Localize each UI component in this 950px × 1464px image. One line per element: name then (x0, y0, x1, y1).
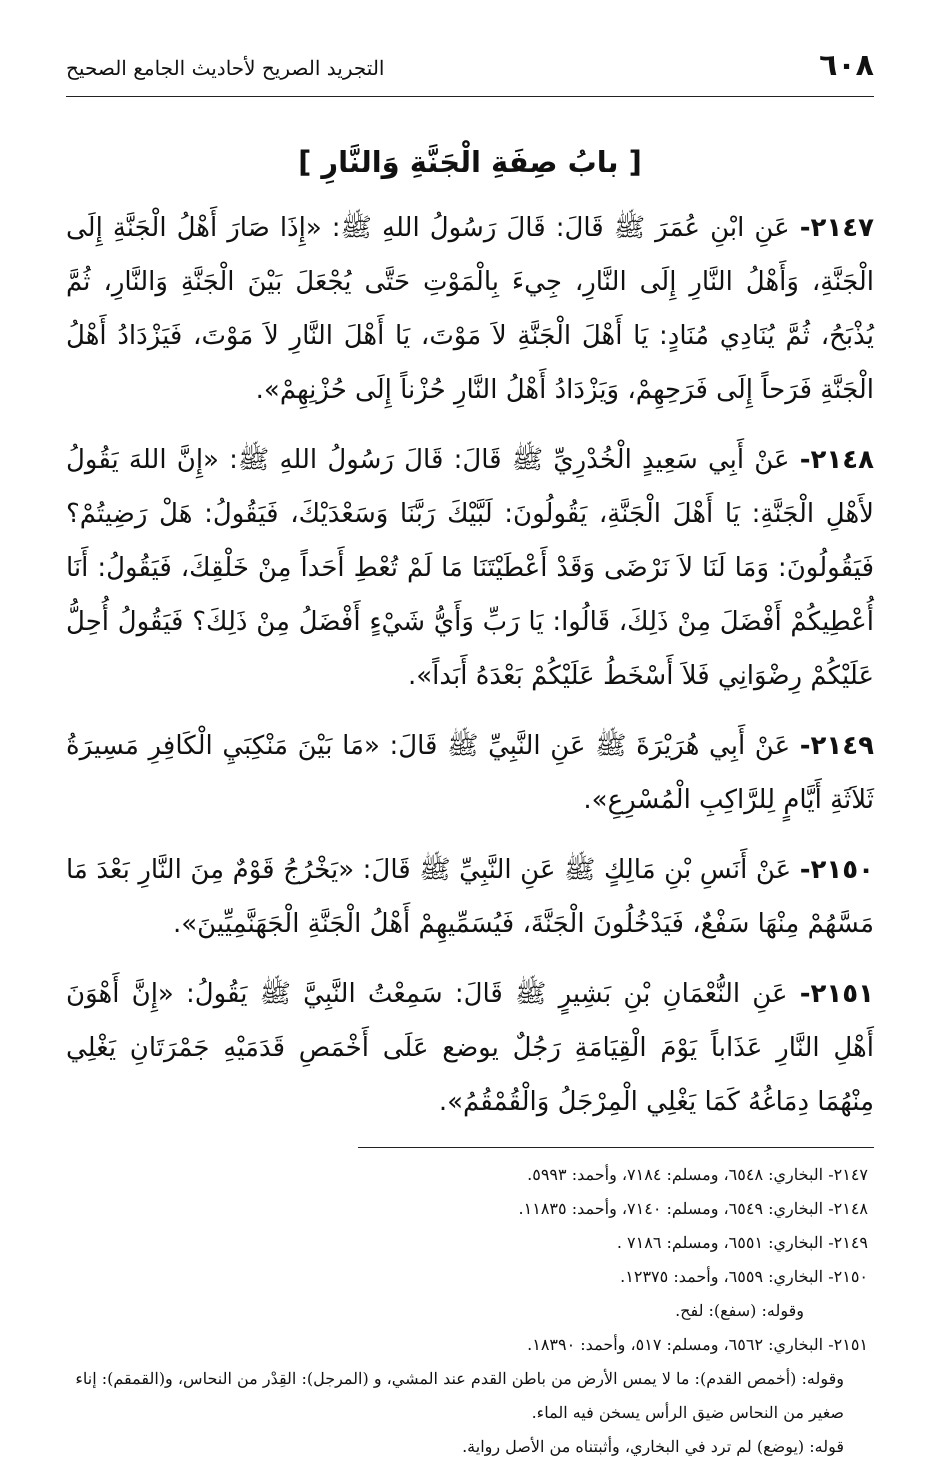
hadith-text: عَنْ أَنَسِ بْنِ مَالِكٍ ﷺ عَنِ النَّبِيِّ ﷺ قَالَ: «يَخْرُجُ قَوْمٌ مِنَ النَّارِ بَعْدَ مَا مَسَّهُمْ مِنْهَا سَفْعٌ، فَيَدْخُلُونَ الْجَنَّةَ، فَيُسَمِّيهِمْ أَهْلُ الْجَنَّةِ الْجَهَنَّمِيِّينَ». (66, 855, 874, 939)
book-page (66, 40, 874, 1464)
footnotes (66, 1147, 874, 1464)
hadith-2147 (66, 201, 874, 417)
footnote-ref: ٢١٥٠- البخاري: ٦٥٥٩، وأحمد: ١٢٣٧٥. (620, 1267, 868, 1286)
hadith-number: ٢١٥٠- (799, 855, 875, 885)
hadith-number: ٢١٤٩- (799, 731, 875, 761)
footnote-ref: ٢١٥١- البخاري: ٦٥٦٢، ومسلم: ٥١٧، وأحمد: ١٨٣٩٠. (527, 1335, 868, 1354)
chapter-title: [ بابُ صِفَةِ الْجَنَّةِ وَالنَّارِ ] (298, 145, 642, 179)
hadith-text: عَنِ ابْنِ عُمَرَ ﷺ قَالَ: قَالَ رَسُولُ اللهِ ﷺ: «إِذَا صَارَ أَهْلُ الْجَنَّةِ إِلَى الْجَنَّةِ، وَأَهْلُ النَّارِ إِلَى النَّارِ، جِيءَ بِالْمَوْتِ حَتَّى يُجْعَلَ بَيْنَ الْجَنَّةِ وَالنَّارِ، ثُمَّ يُذْبَحُ، ثُمَّ يُنَادِي مُنَادٍ: يَا أَهْلَ الْجَنَّةِ لاَ مَوْتَ، يَا أَهْلَ النَّارِ لاَ مَوْتَ، فَيَزْدَادُ أَهْلُ الْجَنَّةِ فَرَحاً إِلَى فَرَحِهِمْ، وَيَزْدَادُ أَهْلُ النَّارِ حُزْناً إِلَى حُزْنِهِمْ». (66, 213, 874, 405)
hadith-2150 (66, 843, 874, 951)
hadith-2148 (66, 433, 874, 703)
footnote-ref: ٢١٤٧- البخاري: ٦٥٤٨، ومسلم: ٧١٨٤، وأحمد: ٥٩٩٣. (527, 1165, 868, 1184)
hadith-list (66, 201, 874, 1129)
running-title: التجريد الصريح لأحاديث الجامع الصحيح (66, 56, 385, 80)
hadith-number: ٢١٤٨- (799, 445, 875, 475)
page-number: ٦٠٨ (819, 48, 874, 83)
page-header (66, 40, 874, 97)
footnote-ref: ٢١٤٩- البخاري: ٦٥٥١، ومسلم: ٧١٨٦ . (616, 1233, 868, 1252)
hadith-number: ٢١٥١- (799, 979, 874, 1009)
footnote-divider (358, 1147, 874, 1148)
footnote-gloss: وقوله: (أخمص القدم): ما لا يمس الأرض من باطن القدم عند المشي، و (المرجل): القِدْر من النحاس، و(القمقم): إناء صغير من النحاس ضيق الرأس يسخن فيه الماء. (75, 1369, 844, 1422)
footnote-ref: ٢١٤٨- البخاري: ٦٥٤٩، ومسلم: ٧١٤٠، وأحمد: ١١٨٣٥. (518, 1199, 868, 1218)
hadith-2149 (66, 719, 874, 827)
hadith-text: عَنِ النُّعْمَانِ بْنِ بَشِيرٍ ﷺ قَالَ: سَمِعْتُ النَّبِيَّ ﷺ يَقُولُ: «إِنَّ أَهْوَنَ أَهْلِ النَّارِ عَذَاباً يَوْمَ الْقِيَامَةِ رَجُلٌ يوضع عَلَى أَخْمَصِ قَدَمَيْهِ جَمْرَتَانِ يَغْلِي مِنْهُمَا دِمَاغُهُ كَمَا يَغْلِي الْمِرْجَلُ وَالْقُمْقُمُ». (66, 979, 874, 1117)
footnote-gloss: وقوله: (سفع): لفح. (675, 1301, 804, 1320)
hadith-2151 (66, 967, 874, 1129)
hadith-text: عَنْ أَبِي سَعِيدٍ الْخُدْرِيِّ ﷺ قَالَ: قَالَ رَسُولُ اللهِ ﷺ: «إِنَّ اللهَ يَقُولُ لأَهْلِ الْجَنَّةِ: يَا أَهْلَ الْجَنَّةِ، يَقُولُونَ: لَبَّيْكَ رَبَّنَا وَسَعْدَيْكَ، فَيَقُولُ: هَلْ رَضِيتُمْ؟ فَيَقُولُونَ: وَمَا لَنَا لاَ نَرْضَى وَقَدْ أَعْطَيْتَنَا مَا لَمْ تُعْطِ أَحَداً مِنْ خَلْقِكَ، فَيَقُولُ: أَنَا أُعْطِيكُمْ أَفْضَلَ مِنْ ذَلِكَ، قَالُوا: يَا رَبِّ وَأَيُّ شَيْءٍ أَفْضَلُ مِنْ ذَلِكَ؟ فَيَقُولُ أُحِلُّ عَلَيْكُمْ رِضْوَانِي فَلاَ أَسْخَطُ عَلَيْكُمْ بَعْدَهُ أَبَداً». (66, 445, 874, 691)
hadith-number: ٢١٤٧- (799, 213, 875, 243)
hadith-text: عَنْ أَبِي هُرَيْرَةَ ﷺ عَنِ النَّبِيِّ ﷺ قَالَ: «مَا بَيْنَ مَنْكِبَيِ الْكَافِرِ مَسِيرَةُ ثَلاَثَةِ أَيَّامٍ لِلرَّاكِبِ الْمُسْرِعِ». (66, 731, 874, 815)
footnote-note: قوله: (يوضع) لم ترد في البخاري، وأثبتناه من الأصل رواية. (462, 1437, 844, 1456)
